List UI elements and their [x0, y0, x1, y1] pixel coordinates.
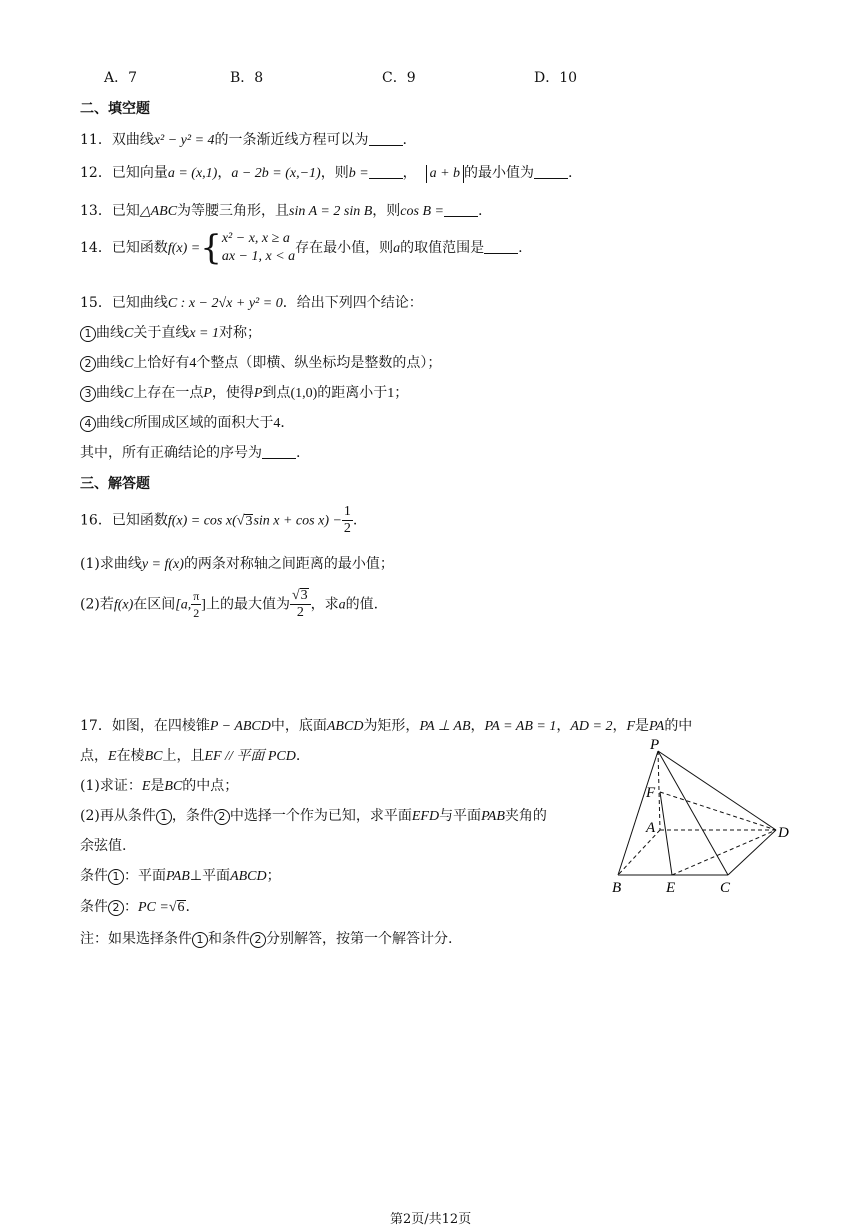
math-expression: PAB: [481, 809, 505, 824]
text: 在区间: [133, 596, 176, 613]
fraction-root3-over-2: $\frac{√3}{2}$: [290, 588, 311, 621]
answer-blank[interactable]: [444, 202, 478, 217]
case-1: x² − x, x ≥ a: [221, 231, 290, 246]
text: 和条件: [208, 931, 250, 947]
math-expression: (1,0): [290, 386, 318, 401]
math-expression: P: [253, 386, 263, 401]
math-expression: ABCD: [230, 869, 267, 884]
q15-statement-3: [80, 382, 408, 402]
edge-PC: [658, 751, 728, 875]
option-b: B．8: [230, 70, 264, 86]
answer-blank[interactable]: [534, 164, 568, 179]
question-14: [80, 230, 523, 266]
text: (1)求证：: [80, 778, 142, 794]
text: 已知: [111, 203, 140, 219]
text: ．给出下列四个结论：: [282, 295, 423, 311]
text: ，求: [310, 596, 339, 613]
sqrt-radicand: 3: [300, 588, 308, 603]
option-d: D．10: [534, 70, 578, 86]
math-expression: △ABC: [139, 204, 178, 219]
math-expression: ABCD: [326, 719, 364, 734]
text: 已知函数: [111, 512, 168, 529]
text: (2)再从条件: [80, 808, 156, 824]
text: 条件: [80, 899, 108, 915]
q16-part-2: [80, 588, 378, 621]
math-expression: a: [393, 241, 401, 256]
circled-number: 2: [250, 932, 266, 948]
text: 的值.: [345, 596, 379, 613]
text: .: [295, 748, 301, 764]
question-number: 16．: [80, 512, 112, 529]
circled-number: 1: [156, 809, 172, 825]
text: 的中: [664, 718, 693, 734]
text: ，: [402, 165, 417, 181]
text: 关于直线: [133, 325, 190, 341]
math-expression: EFD: [411, 809, 440, 824]
edge-FD: [660, 792, 776, 830]
circled-number: 2: [108, 900, 124, 916]
math-expression: C: [124, 356, 134, 371]
text: 的中点；: [182, 778, 239, 794]
text: 已知向量: [111, 165, 168, 181]
text: 上恰好有: [133, 355, 190, 371]
page-footer: 第2页/共12页: [390, 1212, 472, 1227]
label-F: F: [646, 785, 656, 801]
label-C: C: [720, 880, 731, 896]
text: 存在最小值，则: [295, 240, 394, 256]
text: ，: [612, 718, 627, 734]
math-expression: C: [124, 416, 134, 431]
label-A: A: [646, 820, 656, 836]
text: 所围成区域的面积大于: [133, 415, 274, 431]
text: .: [402, 132, 407, 148]
edge-FE: [660, 792, 672, 875]
text: 上存在一点: [133, 385, 204, 401]
math-expression: [a,: [175, 597, 192, 613]
question-number: 17．: [80, 718, 112, 734]
q16-part-1: [80, 553, 394, 573]
text: .: [296, 445, 301, 461]
math-expression: EF // 平面 PCD: [204, 749, 296, 764]
piecewise-cases: [222, 230, 295, 266]
text: 已知函数: [111, 240, 168, 256]
math-expression: x = 1: [189, 326, 220, 341]
edge-CD: [728, 830, 776, 875]
math-expression: 4: [189, 356, 197, 371]
math-expression: sin x + cos x) −: [253, 513, 342, 529]
q17-part-2: [80, 805, 547, 825]
circled-number: 1: [108, 869, 124, 885]
answer-blank[interactable]: [484, 239, 518, 254]
text: 的最小值为: [464, 165, 535, 181]
numerator: 1: [343, 504, 351, 519]
edge-PB: [618, 751, 658, 875]
text: 双曲线: [111, 132, 154, 148]
question-12: [80, 162, 572, 183]
text: 的一条渐近线方程可以为: [214, 132, 369, 148]
text: 平面: [202, 868, 231, 884]
text: .: [477, 203, 483, 219]
denominator: 2: [296, 605, 304, 620]
math-expression: cos B =: [400, 204, 444, 219]
text: 夹角的: [504, 808, 547, 824]
text: 曲线: [96, 415, 124, 431]
math-expression: 1: [387, 386, 395, 401]
math-expression: P − ABCD: [209, 719, 271, 734]
text: .: [185, 899, 190, 915]
text: 上的最大值为: [205, 596, 290, 613]
circled-number: 2: [80, 356, 96, 372]
text: 曲线: [96, 385, 124, 401]
math-expression: E: [108, 749, 117, 764]
math-expression: a − 2b = (x,−1): [231, 166, 321, 181]
text: 的距离小于: [317, 385, 388, 401]
answer-blank[interactable]: [369, 164, 403, 179]
text: 分别解答，按第一个解答计分.: [266, 931, 453, 947]
math-expression: PAB: [166, 869, 190, 884]
text: 中选择一个作为已知，求平面: [229, 808, 412, 824]
text: 到点: [262, 385, 291, 401]
text: .: [568, 165, 573, 181]
text: ，: [556, 718, 571, 734]
math-expression: BC: [144, 749, 163, 764]
label-P: P: [650, 737, 660, 753]
pyramid-figure: [600, 735, 800, 900]
math-expression: y = f(x): [141, 557, 184, 572]
circled-number: 2: [214, 809, 230, 825]
question-number: 15．: [80, 295, 112, 311]
text: 个整点（即横、纵坐标均是整数的点）；: [196, 355, 442, 371]
text: 是: [150, 778, 165, 794]
case-2: ax − 1, x < a: [221, 249, 296, 264]
math-expression: PA: [649, 719, 665, 734]
math-expression: PA = AB = 1: [484, 719, 557, 734]
circled-number: 1: [80, 326, 96, 342]
text: .: [352, 512, 358, 529]
math-expression: f(x) = cos x(: [167, 513, 237, 529]
math-expression: F: [626, 719, 635, 734]
edge-PD: [658, 751, 776, 830]
math-expression: AD = 2: [570, 719, 613, 734]
text: 曲线: [96, 355, 124, 371]
math-expression: a + b: [426, 165, 464, 183]
text: ；: [266, 868, 281, 884]
text: 是: [635, 718, 649, 734]
text: 注：如果选择条件: [80, 931, 192, 947]
text: ：: [124, 899, 138, 915]
circled-number: 4: [80, 416, 96, 432]
math-expression: f(x): [113, 597, 134, 613]
label-B: B: [612, 880, 622, 896]
math-expression: x² − y² = 4: [153, 133, 215, 148]
text: ，: [217, 165, 232, 181]
math-expression: 4: [273, 416, 281, 431]
q15-closing: [80, 442, 300, 462]
question-17: [80, 715, 692, 735]
label-D: D: [778, 825, 789, 841]
q17-part-2-cont: 余弦值.: [80, 838, 127, 854]
math-expression: ]: [201, 597, 206, 613]
text: 其中，所有正确结论的序号为: [80, 445, 262, 461]
q17-note: [80, 928, 452, 948]
sqrt-radicand: 3: [245, 513, 253, 529]
q17-condition-1: [80, 865, 281, 885]
math-expression: C : x − 2√x + y² = 0: [167, 296, 283, 311]
text: ．: [280, 415, 295, 431]
option-a: A．7: [104, 70, 138, 86]
text: 与平面: [439, 808, 482, 824]
text: 的两条对称轴之间距离的最小值；: [183, 556, 394, 572]
text: 在棱: [116, 748, 145, 764]
text: 条件: [80, 868, 108, 884]
question-13: [80, 200, 482, 220]
text: (1)求曲线: [80, 556, 142, 572]
circled-number: 3: [80, 386, 96, 402]
text: 中，底面: [270, 718, 327, 734]
text: ，则: [320, 165, 349, 181]
text: ，条件: [171, 808, 214, 824]
text: .: [518, 240, 523, 256]
brace: {: [200, 228, 222, 268]
text: 对称；: [219, 325, 262, 341]
section-heading-answer: 三、解答题: [80, 476, 150, 492]
text: ：平面: [124, 868, 166, 884]
question-15: [80, 292, 423, 312]
math-expression: PA ⊥ AB: [419, 719, 471, 734]
label-E: E: [666, 880, 676, 896]
text: 的取值范围是: [400, 240, 485, 256]
text: 已知曲线: [111, 295, 168, 311]
math-expression: a: [338, 597, 346, 613]
q17-line-2: [80, 745, 300, 765]
answer-blank[interactable]: [262, 444, 296, 459]
q17-part-1: [80, 775, 238, 795]
denominator: 2: [343, 521, 351, 536]
question-number: 11．: [80, 132, 112, 148]
question-number: 13．: [80, 203, 112, 219]
text: 上，且: [162, 748, 205, 764]
math-expression: C: [124, 326, 134, 341]
math-expression: BC: [164, 779, 183, 794]
q15-statement-1: [80, 322, 261, 342]
math-expression: sin A = 2 sin B: [289, 204, 373, 219]
text: ；: [394, 385, 409, 401]
text: 曲线: [96, 325, 124, 341]
math-expression: P: [203, 386, 212, 401]
math-expression: a = (x,1): [167, 166, 218, 181]
math-expression: b =: [348, 166, 369, 181]
answer-blank[interactable]: [369, 131, 403, 146]
edge-AB: [618, 830, 660, 875]
math-expression: E: [141, 779, 151, 794]
question-number: 14．: [80, 240, 112, 256]
sqrt-radicand: 6: [177, 900, 185, 915]
text: 为矩形，: [363, 718, 420, 734]
numerator: π: [193, 589, 200, 603]
text: 为等腰三角形，且: [177, 203, 290, 219]
fraction-pi-over-2: [191, 588, 201, 621]
denominator: 2: [193, 606, 200, 620]
circled-number: 1: [192, 932, 208, 948]
text: ，使得: [211, 385, 254, 401]
text: 如图，在四棱锥: [111, 718, 210, 734]
question-number: 12．: [80, 165, 112, 181]
math-expression: f(x) =: [167, 241, 201, 256]
fraction-one-half: [342, 504, 353, 537]
q15-statement-2: [80, 352, 441, 372]
math-expression: C: [124, 386, 134, 401]
text: ，: [470, 718, 485, 734]
q15-statement-4: [80, 412, 294, 432]
text: (2)若: [80, 596, 114, 613]
q17-condition-2: 条件 2 ：PC =√6.: [80, 899, 190, 915]
text: ，则: [372, 203, 401, 219]
text: 点，: [80, 748, 108, 764]
edge-PA: [658, 751, 660, 830]
question-16: 16．已知函数f(x) = cos x(√3sin x + cos x) − $\frac{1}{2}$ .: [80, 504, 358, 536]
section-heading-fill-blank: 二、填空题: [80, 101, 150, 117]
question-11: [80, 129, 407, 149]
math-expression: PC =: [138, 900, 169, 915]
math-expression: ⊥: [189, 869, 203, 884]
option-c: C．9: [382, 70, 416, 86]
